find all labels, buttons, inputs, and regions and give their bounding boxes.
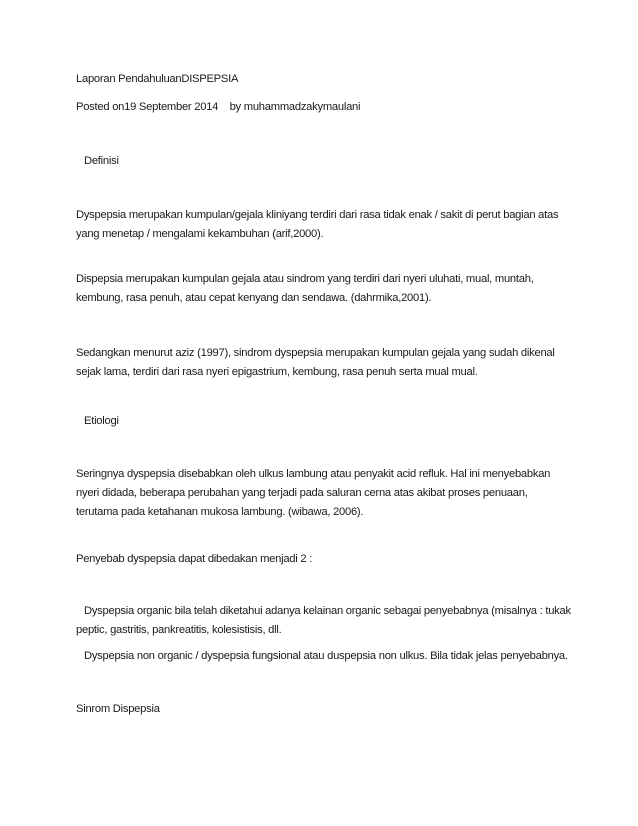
post-meta: Posted on19 September 2014 by muhammadzakymaulani xyxy=(76,101,361,113)
definisi-paragraph-2 xyxy=(76,270,572,308)
paragraph-line: Dyspepsia organic bila telah diketahui adanya kelainan organic sebagai penyebabnya (misalnya : tukak xyxy=(84,605,571,617)
definisi-paragraph-1 xyxy=(76,206,572,244)
paragraph-line: nyeri didada, beberapa perubahan yang terjadi pada saluran cerna atas akibat proses penuaan, xyxy=(76,487,528,499)
paragraph-line: Sedangkan menurut aziz (1997), sindrom dyspepsia merupakan kumpulan gejala yang sudah dikenal xyxy=(76,347,555,359)
paragraph-line: peptic, gastritis, pankreatitis, kolesistisis, dll. xyxy=(76,624,282,636)
heading-etiologi: Etiologi xyxy=(84,415,119,427)
paragraph-line: Dyspepsia merupakan kumpulan/gejala kliniyang terdiri dari rasa tidak enak / sakit di perut bagian atas xyxy=(76,209,559,221)
paragraph-line: kembung, rasa penuh, atau cepat kenyang dan sendawa. (dahrmika,2001). xyxy=(76,292,432,304)
paragraph-line: yang menetap / mengalami kekambuhan (arif,2000). xyxy=(76,228,324,240)
paragraph-line: Seringnya dyspepsia disebabkan oleh ulkus lambung atau penyakit acid refluk. Hal ini menyebabkan xyxy=(76,468,551,480)
etiologi-paragraph-1 xyxy=(76,465,572,522)
heading-sinrom-dispepsia: Sinrom Dispepsia xyxy=(76,703,160,715)
heading-definisi: Definisi xyxy=(84,155,119,167)
document-title: Laporan PendahuluanDISPEPSIA xyxy=(76,73,239,85)
paragraph-line: sejak lama, terdiri dari rasa nyeri epigastrium, kembung, rasa penuh serta mual mual. xyxy=(76,366,478,378)
etiologi-paragraph-2: Penyebab dyspepsia dapat dibedakan menjadi 2 : xyxy=(76,553,313,565)
organic-item xyxy=(76,602,572,640)
paragraph-line: Dispepsia merupakan kumpulan gejala atau sindrom yang terdiri dari nyeri uluhati, mual, muntah, xyxy=(76,273,534,285)
paragraph-line: terutama pada ketahanan mukosa lambung. (wibawa, 2006). xyxy=(76,506,364,518)
definisi-paragraph-3 xyxy=(76,344,572,382)
nonorganic-item: Dyspepsia non organic / dyspepsia fungsional atau duspepsia non ulkus. Bila tidak jelas penyebabnya. xyxy=(84,650,568,662)
